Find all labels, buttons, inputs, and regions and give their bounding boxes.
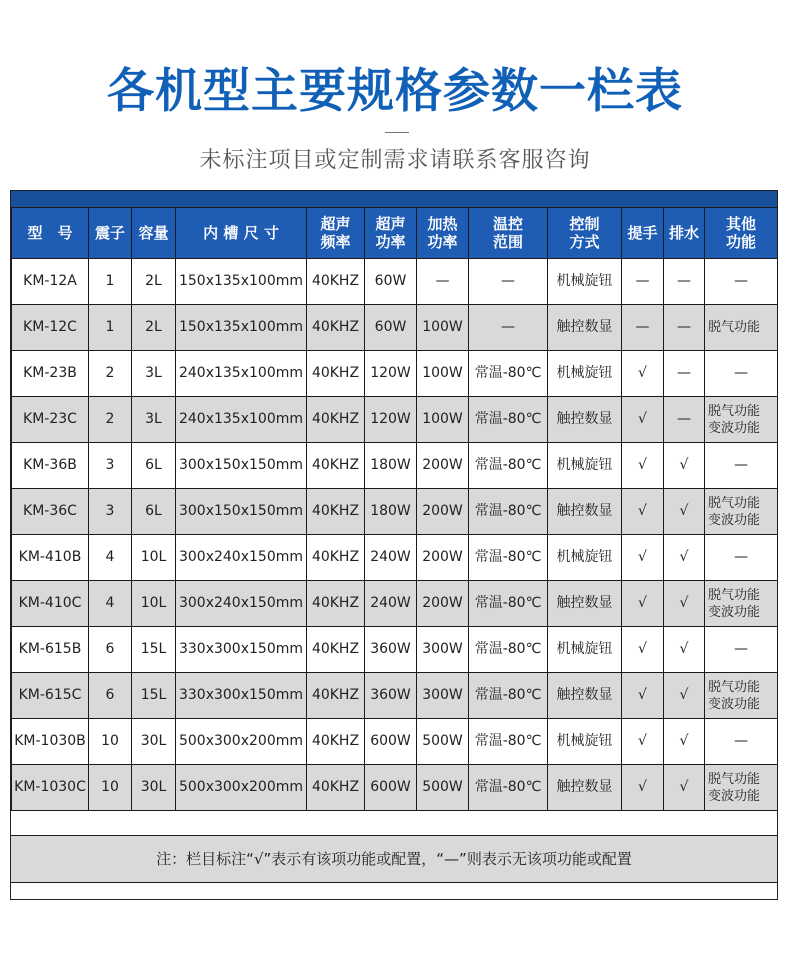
table-cell: 常温-80℃ <box>469 673 548 719</box>
table-cell: 200W <box>417 535 469 581</box>
table-cell: 60W <box>365 305 417 351</box>
table-cell: √ <box>664 673 705 719</box>
table-cell: 180W <box>365 443 417 489</box>
page-title: 各机型主要规格参数一栏表 <box>107 64 683 119</box>
table-cell: 脱气功能 <box>705 305 778 351</box>
column-header: 排水 <box>664 208 705 259</box>
column-header: 提手 <box>622 208 664 259</box>
table-cell: 40KHZ <box>307 259 365 305</box>
table-cell: 触控数显 <box>548 581 622 627</box>
table-cell: √ <box>664 581 705 627</box>
table-cell: 150x135x100mm <box>176 259 307 305</box>
table-cell: — <box>705 443 778 489</box>
table-cell: 40KHZ <box>307 443 365 489</box>
table-cell: 40KHZ <box>307 719 365 765</box>
table-cell: 500x300x200mm <box>176 765 307 811</box>
table-cell: 40KHZ <box>307 581 365 627</box>
table-cell: 6 <box>89 627 132 673</box>
table-cell: √ <box>664 443 705 489</box>
table-cell: 240W <box>365 581 417 627</box>
table-row <box>12 305 778 351</box>
model-cell: KM-1030B <box>12 719 89 765</box>
table-row <box>12 765 778 811</box>
table-cell: — <box>705 351 778 397</box>
table-cell: √ <box>622 397 664 443</box>
table-cell: √ <box>664 765 705 811</box>
table-cell: 机械旋钮 <box>548 443 622 489</box>
table-cell: √ <box>664 489 705 535</box>
table-cell: 120W <box>365 397 417 443</box>
table-row <box>12 443 778 489</box>
table-cell: √ <box>622 673 664 719</box>
table-cell: 15L <box>132 627 176 673</box>
table-row <box>12 627 778 673</box>
table-cell: 常温-80℃ <box>469 765 548 811</box>
model-cell: KM-36C <box>12 489 89 535</box>
table-row <box>12 489 778 535</box>
table-cell: — <box>705 535 778 581</box>
model-cell: KM-12A <box>12 259 89 305</box>
table-cell: 500W <box>417 719 469 765</box>
table-cell: √ <box>622 581 664 627</box>
table-cell: — <box>622 305 664 351</box>
column-header: 其他 功能 <box>705 208 778 259</box>
table-row <box>12 351 778 397</box>
table-cell: 1 <box>89 259 132 305</box>
column-header: 内 槽 尺 寸 <box>176 208 307 259</box>
table-row <box>12 259 778 305</box>
table-cell: 330x300x150mm <box>176 627 307 673</box>
table-cell: — <box>664 259 705 305</box>
table-cell: 3 <box>89 489 132 535</box>
table-cell: — <box>664 397 705 443</box>
table-cell: 3 <box>89 443 132 489</box>
table-cell: 触控数显 <box>548 397 622 443</box>
table-row <box>12 581 778 627</box>
table-cell: 40KHZ <box>307 351 365 397</box>
table-cell: 常温-80℃ <box>469 627 548 673</box>
table-cell: 100W <box>417 305 469 351</box>
table-row <box>12 673 778 719</box>
footnote: 注：栏目标注“√”表示有该项功能或配置，“—”则表示无该项功能或配置 <box>11 835 777 883</box>
table-cell: 360W <box>365 673 417 719</box>
model-cell: KM-615B <box>12 627 89 673</box>
column-header: 型 号 <box>12 208 89 259</box>
table-cell: 600W <box>365 765 417 811</box>
table-cell: 330x300x150mm <box>176 673 307 719</box>
table-cell: 240W <box>365 535 417 581</box>
table-cell: 常温-80℃ <box>469 535 548 581</box>
table-cell: — <box>705 259 778 305</box>
table-cell: 2 <box>89 351 132 397</box>
table-header-row <box>12 208 778 259</box>
table-cell: — <box>469 305 548 351</box>
table-cell: 1 <box>89 305 132 351</box>
model-cell: KM-23C <box>12 397 89 443</box>
table-cell: 常温-80℃ <box>469 351 548 397</box>
column-header: 超声 频率 <box>307 208 365 259</box>
model-cell: KM-615C <box>12 673 89 719</box>
table-cell: 2L <box>132 259 176 305</box>
table-cell: 180W <box>365 489 417 535</box>
table-cell: √ <box>622 535 664 581</box>
table-cell: 触控数显 <box>548 673 622 719</box>
table-cell: 30L <box>132 765 176 811</box>
model-cell: KM-23B <box>12 351 89 397</box>
table-cell: 10L <box>132 581 176 627</box>
table-cell: 脱气功能 变波功能 <box>705 765 778 811</box>
table-cell: — <box>469 259 548 305</box>
table-row <box>12 535 778 581</box>
model-cell: KM-410C <box>12 581 89 627</box>
table-cell: 10L <box>132 535 176 581</box>
table-cell: 4 <box>89 581 132 627</box>
column-header: 控制 方式 <box>548 208 622 259</box>
table-cell: 100W <box>417 397 469 443</box>
table-cell: 2L <box>132 305 176 351</box>
table-cell: 500W <box>417 765 469 811</box>
column-header: 温控 范围 <box>469 208 548 259</box>
table-cell: 300W <box>417 673 469 719</box>
table-cell: 脱气功能 变波功能 <box>705 397 778 443</box>
column-header: 容量 <box>132 208 176 259</box>
table-cell: — <box>622 259 664 305</box>
table-body <box>12 259 778 811</box>
table-cell: 40KHZ <box>307 627 365 673</box>
table-row <box>12 719 778 765</box>
column-header: 加热 功率 <box>417 208 469 259</box>
table-cell: 2 <box>89 397 132 443</box>
table-cell: 500x300x200mm <box>176 719 307 765</box>
table-cell: √ <box>622 351 664 397</box>
sheet-top-bar <box>11 191 777 207</box>
table-cell: √ <box>622 719 664 765</box>
table-cell: — <box>417 259 469 305</box>
table-cell: 200W <box>417 443 469 489</box>
table-cell: 240x135x100mm <box>176 351 307 397</box>
table-cell: 脱气功能 变波功能 <box>705 489 778 535</box>
table-cell: 机械旋钮 <box>548 719 622 765</box>
table-cell: 机械旋钮 <box>548 259 622 305</box>
table-cell: — <box>705 627 778 673</box>
table-cell: 60W <box>365 259 417 305</box>
table-cell: 30L <box>132 719 176 765</box>
table-cell: 机械旋钮 <box>548 535 622 581</box>
table-cell: √ <box>622 627 664 673</box>
table-cell: — <box>664 351 705 397</box>
table-row <box>12 397 778 443</box>
table-cell: 3L <box>132 397 176 443</box>
page-subtitle: 未标注项目或定制需求请联系客服咨询 <box>199 148 591 173</box>
table-cell: — <box>664 305 705 351</box>
table-cell: 40KHZ <box>307 673 365 719</box>
table-cell: 300x150x150mm <box>176 443 307 489</box>
table-cell: 6 <box>89 673 132 719</box>
column-header: 震子 <box>89 208 132 259</box>
table-cell: 机械旋钮 <box>548 351 622 397</box>
table-cell: 300W <box>417 627 469 673</box>
table-cell: 常温-80℃ <box>469 719 548 765</box>
table-cell: 300x240x150mm <box>176 581 307 627</box>
table-cell: 200W <box>417 581 469 627</box>
table-cell: 240x135x100mm <box>176 397 307 443</box>
table-cell: 300x240x150mm <box>176 535 307 581</box>
table-cell: 300x150x150mm <box>176 489 307 535</box>
table-cell: 100W <box>417 351 469 397</box>
table-cell: 4 <box>89 535 132 581</box>
table-cell: 6L <box>132 443 176 489</box>
table-cell: √ <box>622 765 664 811</box>
model-cell: KM-36B <box>12 443 89 489</box>
table-cell: 机械旋钮 <box>548 627 622 673</box>
table-cell: √ <box>664 719 705 765</box>
table-cell: √ <box>622 443 664 489</box>
table-cell: 常温-80℃ <box>469 489 548 535</box>
table-cell: 40KHZ <box>307 305 365 351</box>
table-cell: 常温-80℃ <box>469 581 548 627</box>
table-cell: 脱气功能 变波功能 <box>705 581 778 627</box>
table-cell: 常温-80℃ <box>469 397 548 443</box>
table-cell: √ <box>664 535 705 581</box>
table-cell: 40KHZ <box>307 489 365 535</box>
table-cell: — <box>705 719 778 765</box>
table-cell: 40KHZ <box>307 535 365 581</box>
table-cell: 10 <box>89 719 132 765</box>
table-cell: 600W <box>365 719 417 765</box>
column-header: 超声 功率 <box>365 208 417 259</box>
table-cell: 40KHZ <box>307 397 365 443</box>
table-cell: 6L <box>132 489 176 535</box>
table-cell: 10 <box>89 765 132 811</box>
table-cell: 3L <box>132 351 176 397</box>
table-cell: √ <box>622 489 664 535</box>
table-cell: 360W <box>365 627 417 673</box>
spec-sheet <box>10 190 778 900</box>
table-cell: 触控数显 <box>548 305 622 351</box>
model-cell: KM-410B <box>12 535 89 581</box>
model-cell: KM-1030C <box>12 765 89 811</box>
title-divider <box>385 132 409 133</box>
table-cell: 触控数显 <box>548 765 622 811</box>
table-cell: 脱气功能 变波功能 <box>705 673 778 719</box>
table-cell: 40KHZ <box>307 765 365 811</box>
table-cell: 150x135x100mm <box>176 305 307 351</box>
table-cell: 触控数显 <box>548 489 622 535</box>
table-cell: 15L <box>132 673 176 719</box>
table-cell: 120W <box>365 351 417 397</box>
spec-table <box>11 207 778 811</box>
model-cell: KM-12C <box>12 305 89 351</box>
table-cell: 常温-80℃ <box>469 443 548 489</box>
table-cell: 200W <box>417 489 469 535</box>
table-cell: √ <box>664 627 705 673</box>
